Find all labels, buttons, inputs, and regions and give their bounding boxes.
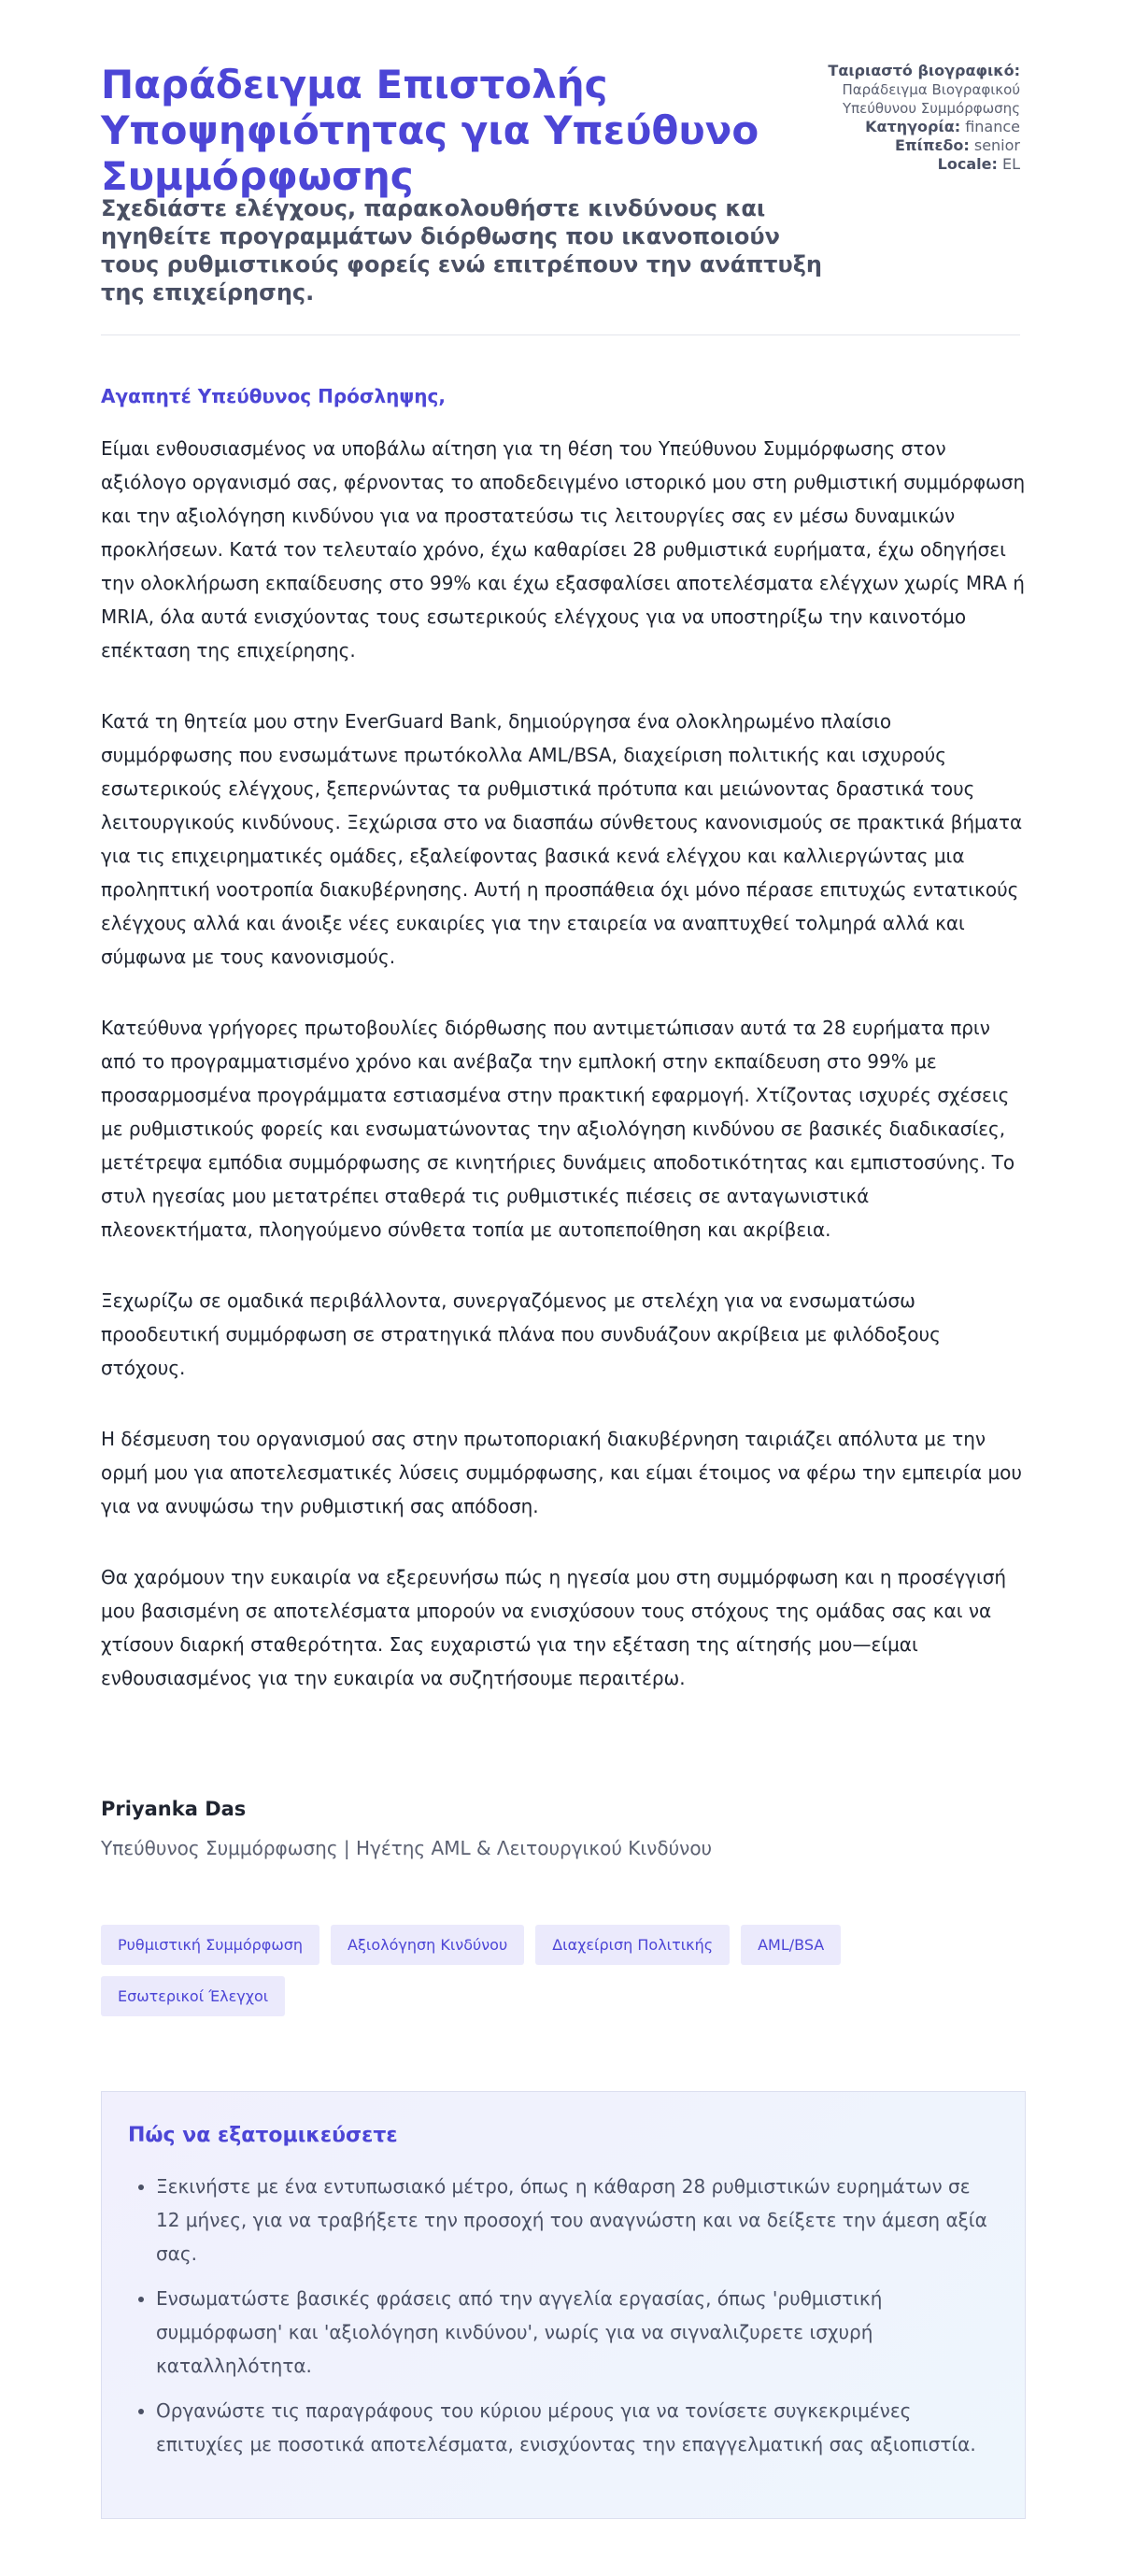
- meta-level-value: senior: [973, 136, 1020, 154]
- tips-list: [128, 2170, 999, 2461]
- letter-greeting: Αγαπητέ Υπεύθυνος Πρόσληψης,: [101, 385, 446, 407]
- letter-paragraph: Η δέσμευση του οργανισμού σας στην πρωτοποριακή διακυβέρνηση ταιριάζει απόλυτα με την ορμή μου για αποτελεσματικές λύσεις συμμόρφωσης, και είμαι έτοιμος να φέρω την εμπειρία μου για να ανυψώσω την ρυθμιστική σας απόδοση.: [101, 1428, 1022, 1517]
- meta-category-label: Κατηγορία:: [865, 118, 961, 135]
- letter-paragraph: Είμαι ενθουσιασμένος να υποβάλω αίτηση για τη θέση του Υπεύθυνου Συμμόρφωσης στον αξιόλογο οργανισμό σας, φέρνοντας το αποδεδειγμένο ιστορικό μου στη ρυθμιστική συμμόρφωση και την αξιολόγηση κινδύνου για να προστατεύσω τις λειτουργίες σας εν μέσω δυναμικών προκλήσεων. Κατά τον τελευταίο χρόνο, έχω καθαρίσει 28 ρυθμιστικά ευρήματα, έχω οδηγήσει την ολοκλήρωση εκπαίδευσης στο 99% και έχω εξασφαλίσει αποτελέσματα ελέγχων χωρίς MRA ή MRIA, όλα αυτά ενισχύοντας τους εσωτερικούς ελέγχους για να υποστηρίξω την καινοτόμο επέκταση της επιχείρησης.: [101, 437, 1026, 662]
- meta-level: [805, 136, 1020, 155]
- letter-paragraph: Κατά τη θητεία μου στην EverGuard Bank, δημιούργησα ένα ολοκληρωμένο πλαίσιο συμμόρφωσης που ενσωμάτωνε πρωτόκολλα AML/BSA, διαχείριση πολιτικής και ισχυρούς εσωτερικούς ελέγχους, ξεπερνώντας τα ρυθμιστικά πρότυπα και μειώνοντας δραστικά τους λειτουργικούς κινδύνους. Ξεχώρισα στο να διασπάω σύνθετους κανονισμούς σε πρακτικά βήματα για τις επιχειρηματικές ομάδες, εξαλείφοντας βασικά κενά ελέγχου και καλλιεργώντας μια προληπτική νοοτροπία διακυβέρνησης. Αυτή η προσπάθεια όχι μόνο πέρασε επιτυχώς εντατικούς ελέγχους αλλά και άνοιξε νέες ευκαιρίες για την εταιρεία να αναπτυχθεί τολμηρά αλλά και σύμφωνα με τους κανονισμούς.: [101, 710, 1023, 968]
- meta-locale: [805, 155, 1020, 174]
- skill-tag[interactable]: Διαχείριση Πολιτικής: [535, 1925, 730, 1965]
- signature-role: Υπεύθυνος Συμμόρφωσης | Ηγέτης AML & Λειτουργικού Κινδύνου: [101, 1837, 713, 1859]
- signature-block: [101, 1798, 712, 1859]
- tip-item: • Ενσωματώστε βασικές φράσεις από την αγγελία εργασίας, όπως 'ρυθμιστική συμμόρφωση' και 'αξιολόγηση κινδύνου', νωρίς για να σιγναλιζυρετε ισχυρή καταλληλότητα.: [156, 2282, 999, 2383]
- skill-tag[interactable]: Εσωτερικοί Έλεγχοι: [101, 1976, 285, 2016]
- skill-tags: [101, 1925, 1026, 2016]
- skill-tag[interactable]: Ρυθμιστική Συμμόρφωση: [101, 1925, 319, 1965]
- letter-paragraph: Κατεύθυνα γρήγορες πρωτοβουλίες διόρθωσης που αντιμετώπισαν αυτά τα 28 ευρήματα πριν από το προγραμματισμένο χρόνο και ανέβαζα την εμπλοκή στην εκπαίδευση στο 99% με προσαρμοσμένα προγράμματα εστιασμένα στην πρακτική εφαρμογή. Χτίζοντας ισχυρές σχέσεις με ρυθμιστικούς φορείς και ενσωματώνοντας την αξιολόγηση κινδύνου σε βασικές διαδικασίες, μετέτρεψα εμπόδια συμμόρφωσης σε κινητήριες δυνάμεις αποδοτικότητας και εμπιστοσύνης. Το στυλ ηγεσίας μου μετατρέπει σταθερά τις ρυθμιστικές πιέσεις σε ανταγωνιστικά πλεονεκτήματα, πλοηγούμενο σύνθετα τοπία με αυτοπεποίθηση και ακρίβεια.: [101, 1017, 1015, 1241]
- skill-tag[interactable]: Αξιολόγηση Κινδύνου: [331, 1925, 524, 1965]
- customization-tips-box: [101, 2091, 1026, 2519]
- meta-panel: [805, 62, 1020, 174]
- page-title: Παράδειγμα Επιστολής Υποψηφιότητας για Υπεύθυνο Συμμόρφωσης: [101, 62, 759, 199]
- letter-paragraph: Ξεχωρίζω σε ομαδικά περιβάλλοντα, συνεργαζόμενος με στελέχη για να ενσωματώσω προοδευτική συμμόρφωση σε στρατηγικά πλάνα που συνδυάζουν ακρίβεια με φιλόδοξους στόχους.: [101, 1289, 941, 1379]
- meta-match-label: Ταιριαστό βιογραφικό:: [828, 62, 1020, 79]
- tip-item: • Οργανώστε τις παραγράφους του κύριου μέρους για να τονίσετε συγκεκριμένες επιτυχίες με ποσοτικά αποτελέσματα, ενισχύοντας την επαγγελματική σας αξιοπιστία.: [156, 2394, 999, 2461]
- meta-locale-label: Locale:: [937, 155, 998, 173]
- letter-body: [101, 432, 1026, 1732]
- meta-match: [805, 62, 1020, 118]
- page-subtitle: Σχεδιάστε ελέγχους, παρακολουθήστε κινδύνους και ηγηθείτε προγραμμάτων διόρθωσης που ικανοποιούν τους ρυθμιστικούς φορείς ενώ επιτρέπουν την ανάπτυξη της επιχείρησης.: [101, 195, 822, 306]
- letter-paragraph: Θα χαρόμουν την ευκαιρία να εξερευνήσω πώς η ηγεσία μου στη συμμόρφωση και η προσέγγισή μου βασισμένη σε αποτελέσματα μπορούν να ενισχύσουν τους στόχους της ομάδας σας και να χτίσουν διαρκή σταθερότητα. Σας ευχαριστώ για την εξέταση της αίτησής μου—είμαι ενθουσιασμένος για την ευκαιρία να συζητήσουμε περαιτέρω.: [101, 1566, 1007, 1689]
- header-divider: [101, 334, 1020, 335]
- signature-name: Priyanka Das: [101, 1798, 247, 1820]
- meta-match-value[interactable]: Παράδειγμα Βιογραφικού Υπεύθυνου Συμμόρφωσης: [842, 81, 1020, 117]
- tips-title: Πώς να εξατομικεύσετε: [128, 2124, 398, 2147]
- skill-tag[interactable]: AML/BSA: [741, 1925, 841, 1965]
- tip-item: • Ξεκινήστε με ένα εντυπωσιακό μέτρο, όπως η κάθαρση 28 ρυθμιστικών ευρημάτων σε 12 μήνες, για να τραβήξετε την προσοχή του αναγνώστη και να δείξετε την άμεση αξία σας.: [156, 2170, 999, 2270]
- meta-category: [805, 118, 1020, 136]
- page-header: [101, 62, 1020, 333]
- meta-category-value: finance: [965, 118, 1020, 135]
- meta-locale-value: EL: [1001, 155, 1020, 173]
- meta-level-label: Επίπεδο:: [895, 136, 970, 154]
